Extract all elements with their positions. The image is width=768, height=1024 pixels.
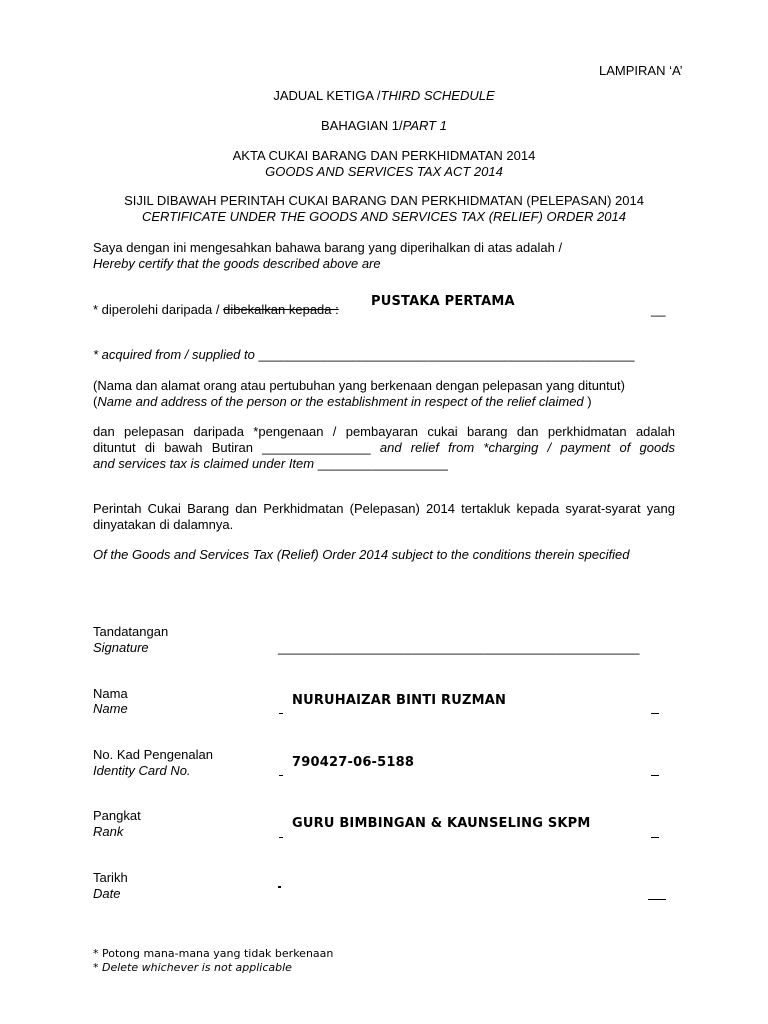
signature-label-en: Signature	[93, 640, 149, 655]
date-label-en: Date	[93, 886, 121, 901]
ic-line-start	[279, 775, 283, 776]
rank-line-start	[279, 837, 283, 838]
acquired-from-label-ms: * diperolehi daripada /	[93, 302, 224, 317]
lampiran-label: LAMPIRAN ‘A’	[599, 63, 683, 78]
rank-value: GURU BIMBINGAN & KAUNSELING SKPM	[292, 816, 591, 831]
date-label-ms: Tarikh	[93, 870, 128, 885]
ic-value: 790427-06-5188	[292, 755, 415, 770]
relief-line-3: and services tax is claimed under Item __________________	[93, 456, 448, 471]
relief-line-2: dituntut di bawah Butiran _______________ and relief from *charging / payment of goods	[93, 440, 675, 455]
acquired-from-line-ms	[93, 302, 339, 318]
signature-line: __________________________________________________	[278, 640, 640, 655]
order-paragraph-en: Of the Goods and Services Tax (Relief) Order 2014 subject to the conditions therein specified	[93, 547, 630, 562]
footnote-en: * Delete whichever is not applicable	[93, 961, 292, 974]
name-address-note-en: (Name and address of the person or the establishment in respect of the relief claimed )	[93, 394, 592, 409]
name-line-start	[279, 713, 283, 714]
rank-line-end	[651, 837, 659, 838]
schedule-title-ms: JADUAL KETIGA /	[273, 88, 381, 103]
item-blank-ms: _______________	[262, 440, 371, 455]
relief-paragraph	[93, 424, 675, 472]
rank-label-ms: Pangkat	[93, 808, 141, 823]
date-line-end	[648, 899, 666, 900]
act-title-ms: AKTA CUKAI BARANG DAN PERKHIDMATAN 2014	[232, 148, 536, 163]
act-title-en: GOODS AND SERVICES TAX ACT 2014	[265, 164, 503, 179]
certify-statement-en: Hereby certify that the goods described above are	[93, 256, 381, 271]
name-line-end	[651, 713, 659, 714]
order-paragraph-ms: Perintah Cukai Barang dan Perkhidmatan (Pelepasan) 2014 tertakluk kepada syarat-syarat yang dinyatakan di dalamnya.	[93, 501, 675, 532]
ic-label-en: Identity Card No.	[93, 763, 191, 778]
name-label-ms: Nama	[93, 686, 128, 701]
certify-statement-ms: Saya dengan ini mengesahkan bahawa barang yang diperihalkan di atas adalah /	[93, 240, 563, 255]
name-label-en: Name	[93, 701, 128, 716]
certificate-title-ms: SIJIL DIBAWAH PERINTAH CUKAI BARANG DAN PERKHIDMATAN (PELEPASAN) 2014	[124, 193, 644, 208]
name-value: NURUHAIZAR BINTI RUZMAN	[292, 693, 507, 708]
acquired-from-line-en	[93, 347, 634, 363]
rank-label-en: Rank	[93, 824, 124, 839]
item-blank-en: __________________	[317, 456, 448, 471]
part-title-ms: BAHAGIAN 1/	[321, 118, 403, 133]
relief-line-1: dan pelepasan daripada *pengenaan / pembayaran cukai barang dan perkhidmatan adalah	[93, 424, 675, 439]
schedule-title	[0, 88, 768, 104]
footnote-ms: * Potong mana-mana yang tidak berkenaan	[93, 947, 334, 960]
acquired-from-label-en: * acquired from / supplied to	[93, 347, 259, 362]
signature-label-ms: Tandatangan	[93, 624, 169, 639]
struck-supplied-to: dibekalkan kepada :	[223, 302, 339, 317]
ic-label-ms: No. Kad Pengenalan	[93, 747, 213, 762]
name-address-note-ms: (Nama dan alamat orang atau pertubuhan yang berkenaan dengan pelepasan yang dituntut)	[93, 378, 625, 393]
acquired-from-blank: ____________________________________________________	[258, 347, 635, 362]
part-title-en: PART 1	[402, 118, 447, 133]
supplier-name-value: PUSTAKA PERTAMA	[371, 294, 515, 309]
certificate-title-en: CERTIFICATE UNDER THE GOODS AND SERVICES TAX (RELIEF) ORDER 2014	[142, 209, 626, 224]
supplier-trailing-blank: __	[651, 302, 666, 317]
part-title	[0, 118, 768, 134]
date-line-dot	[278, 886, 281, 888]
schedule-title-en: THIRD SCHEDULE	[380, 88, 495, 103]
ic-line-end	[651, 775, 659, 776]
